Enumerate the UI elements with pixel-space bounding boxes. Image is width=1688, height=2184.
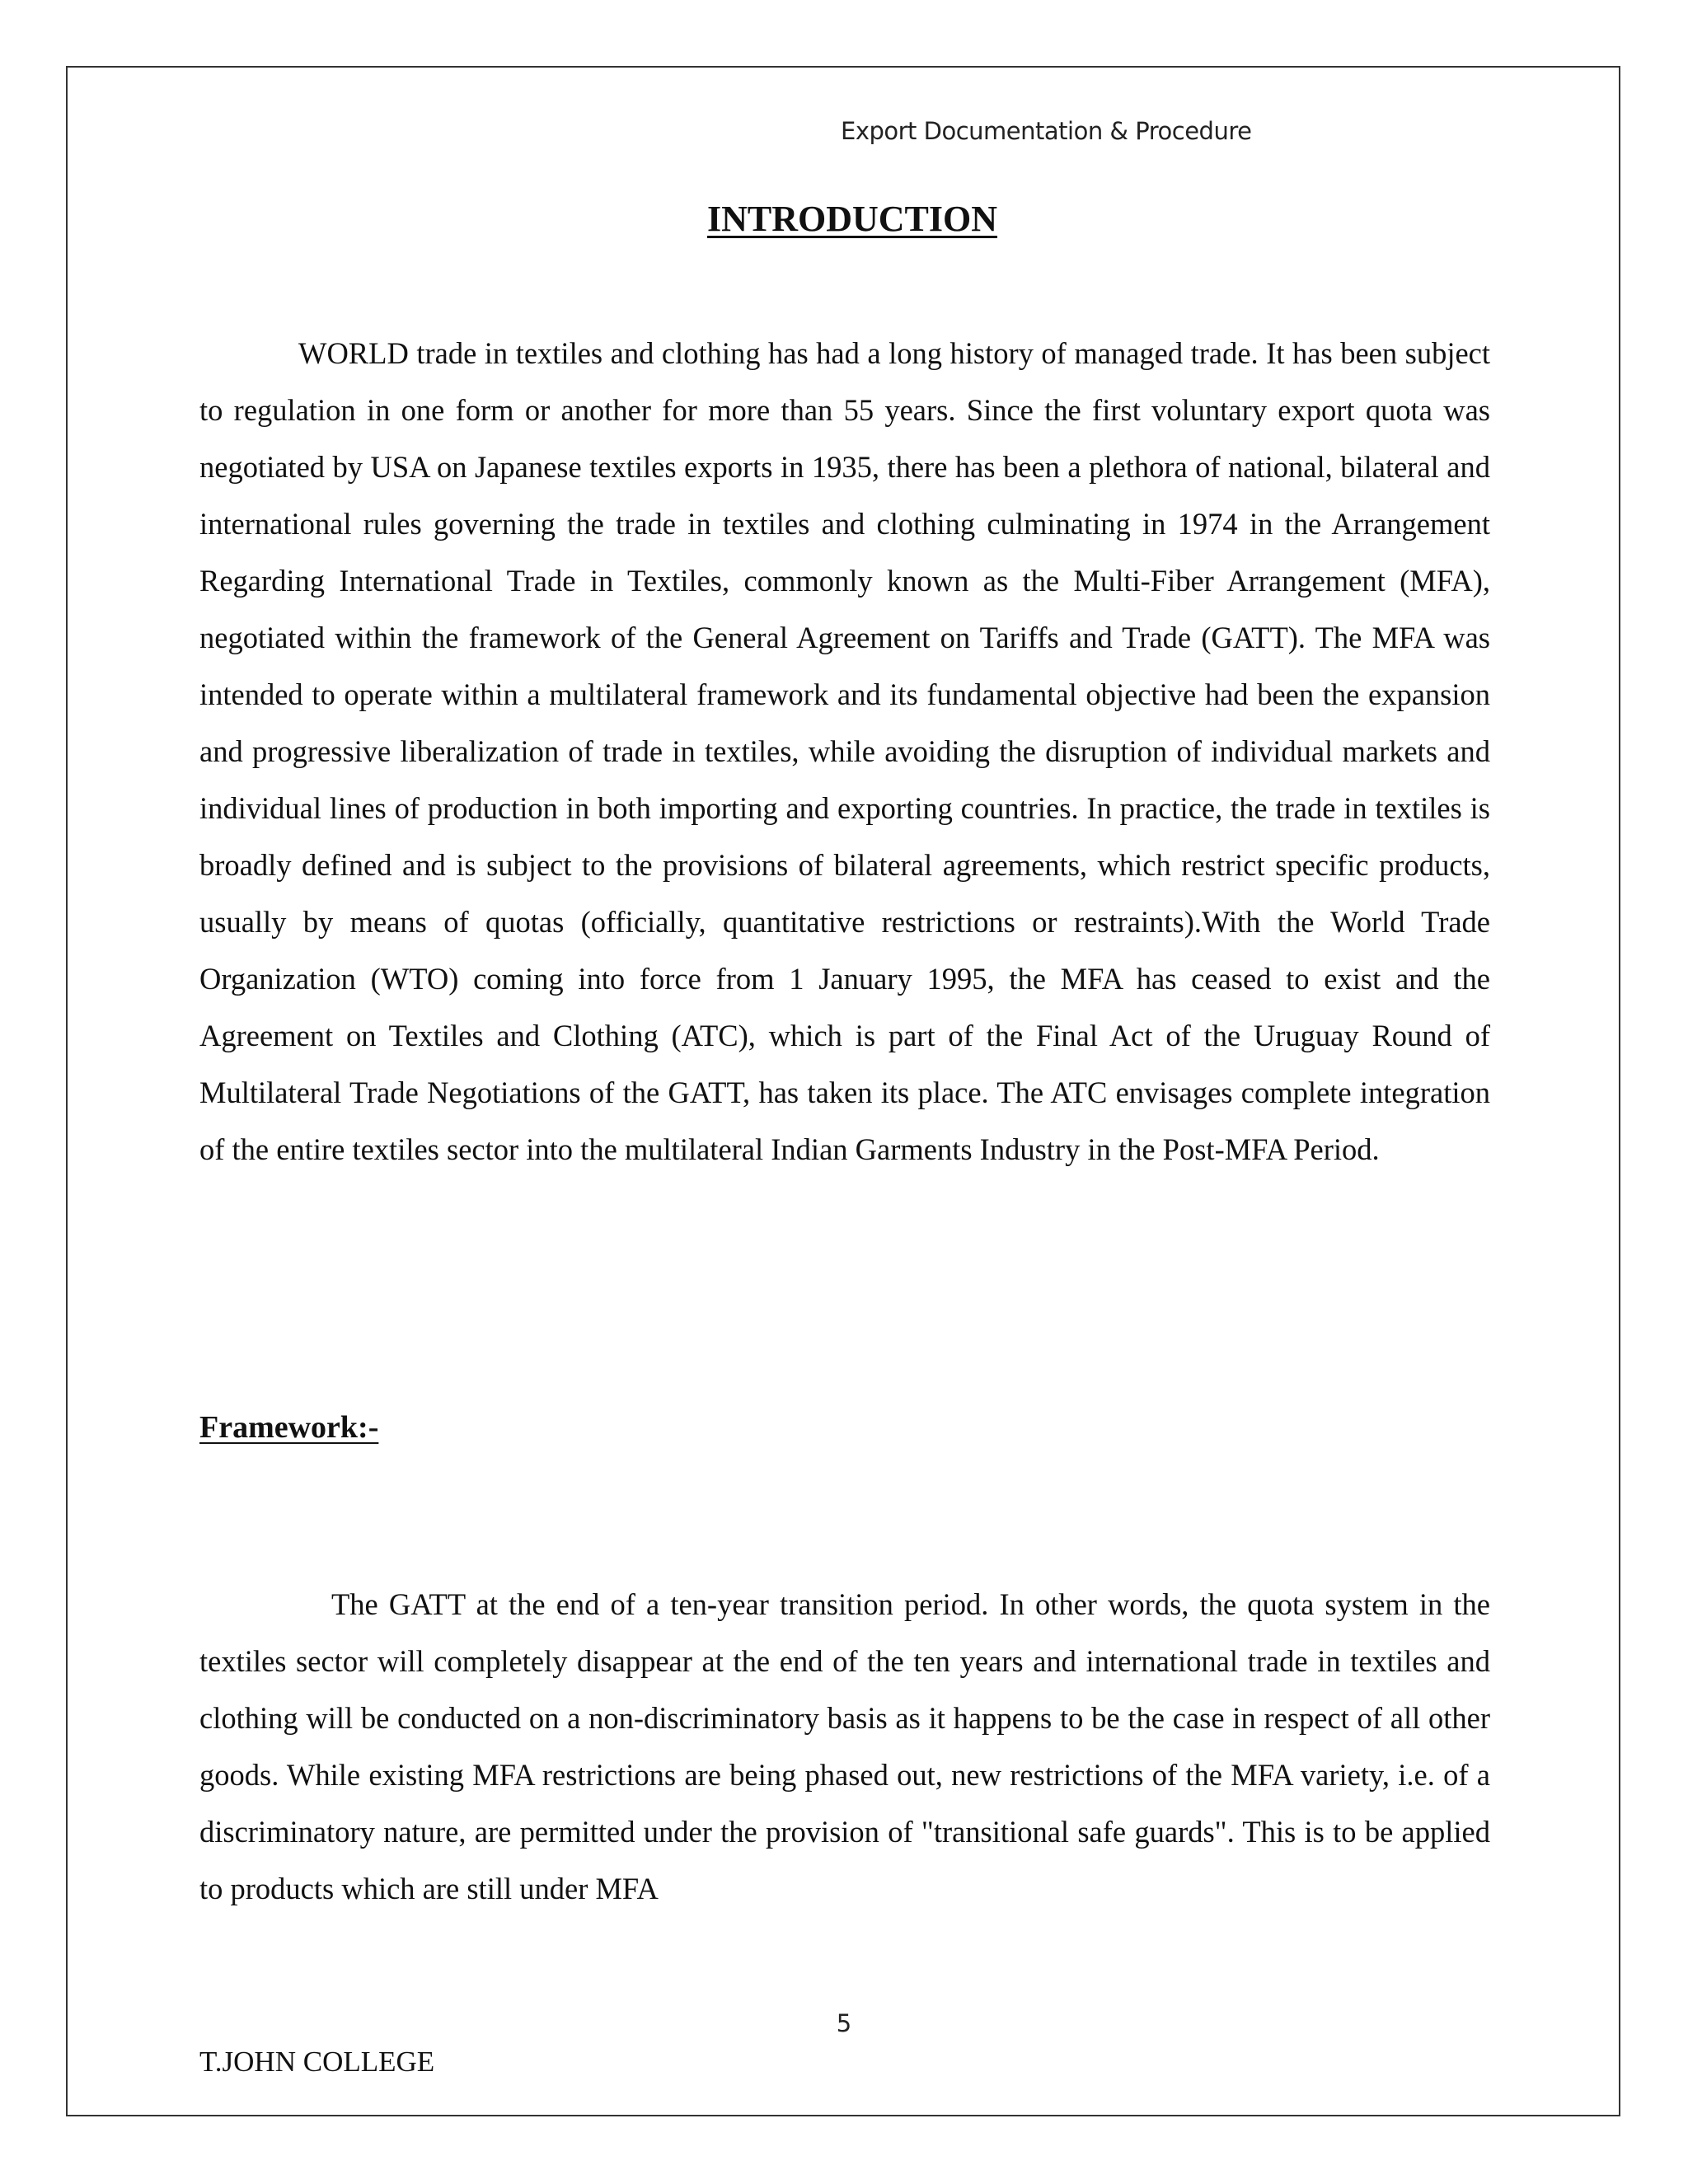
framework-heading: Framework:- [199, 1410, 379, 1445]
introduction-paragraph: WORLD trade in textiles and clothing has had a long history of managed trade. It has been subject to regulation in one form or another for more than 55 years. Since the first voluntary export quota was negotiated by USA on Japanese textiles exports in 1935, there has been a plethora of national, bilateral and international rules governing the trade in textiles and clothing culminating in 1974 in the Arrangement Regarding International Trade in Textiles, commonly known as the Multi-Fiber Arrangement (MFA), negotiated within the framework of the General Agreement on Tariffs and Trade (GATT). The MFA was intended to operate within a multilateral framework and its fundamental objective had been the expansion and progressive liberalization of trade in textiles, while avoiding the disruption of individual markets and individual lines of production in both importing and exporting countries. In practice, the trade in textiles is broadly defined and is subject to the provisions of bilateral agreements, which restrict specific products, usually by means of quotas (officially, quantitative restrictions or restraints).With the World Trade Organization (WTO) coming into force from 1 January 1995, the MFA has ceased to exist and the Agreement on Textiles and Clothing (ATC), which is part of the Final Act of the Uruguay Round of Multilateral Trade Negotiations of the GATT, has taken its place. The ATC envisages complete integration of the entire textiles sector into the multilateral Indian Garments Industry in the Post-MFA Period. [199, 336, 1490, 1166]
footer-college-name: T.JOHN COLLEGE [199, 2046, 435, 2078]
page-title: INTRODUCTION [706, 199, 998, 239]
running-header: Export Documentation & Procedure [841, 117, 1252, 145]
framework-paragraph: The GATT at the end of a ten-year transition period. In other words, the quota system in the textiles sector will completely disappear at the end of the ten years and international trade in textiles and clothing will be conducted on a non-discriminatory basis as it happens to be the case in respect of all other goods. While existing MFA restrictions are being phased out, new restrictions of the MFA variety, i.e. of a discriminatory nature, are permitted under the provision of "transitional safe guards". This is to be applied to products which are still under MFA [199, 1587, 1490, 1905]
page-number: 5 [836, 2009, 852, 2037]
